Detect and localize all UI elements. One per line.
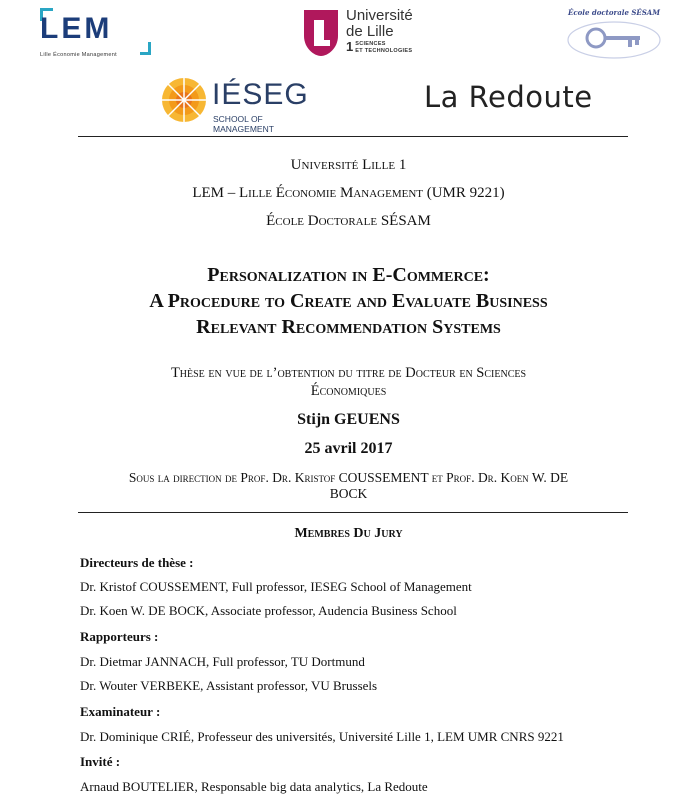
jury-member: Dr. Dietmar JANNACH, Full professor, TU Dortmund bbox=[80, 654, 365, 669]
lille-logo-line3a: SCIENCES bbox=[355, 41, 386, 47]
ecole-doctorale-sesam-logo bbox=[562, 4, 666, 58]
directors-label: Directeurs de thèse : bbox=[80, 555, 194, 570]
thesis-title-line2: A Procedure to Create and Evaluate Business bbox=[149, 290, 548, 312]
lille-logo-number: 1 bbox=[346, 39, 354, 54]
rapporteurs-label: Rapporteurs : bbox=[80, 629, 159, 644]
lem-logo bbox=[40, 8, 150, 58]
jury-member: Dr. Dominique CRIÉ, Professeur des universités, Université Lille 1, LEM UMR CNRS 9221 bbox=[80, 729, 564, 744]
jury-heading: Membres Du Jury bbox=[294, 526, 403, 541]
la-redoute-logo: La Redoute bbox=[424, 80, 593, 114]
thesis-purpose-line1: Thèse en vue de l’obtention du titre de Docteur en Sciences bbox=[170, 365, 527, 381]
universite-lille-logo bbox=[302, 8, 432, 60]
lille-logo-line3b: ET TECHNOLOGIES bbox=[355, 48, 413, 54]
doctoral-school-name: École Doctorale SÉSAM bbox=[266, 213, 431, 229]
ieseg-logo-subtitle: SCHOOL OF MANAGEMENT bbox=[213, 114, 274, 134]
defense-date: 25 avril 2017 bbox=[304, 440, 393, 457]
jury-member: Dr. Koen W. DE BOCK, Associate professor, Audencia Business School bbox=[80, 603, 457, 618]
lab-name: LEM – Lille Économie Management (UMR 9221) bbox=[192, 185, 505, 201]
lille-logo-line1: Université bbox=[346, 7, 413, 24]
jury-member: Dr. Kristof COUSSEMENT, Full professor, IESEG School of Management bbox=[80, 579, 472, 594]
jury-member: Arnaud BOUTELIER, Responsable big data analytics, La Redoute bbox=[80, 779, 428, 794]
thesis-title bbox=[0, 262, 697, 340]
thesis-title-line1: Personalization in E-Commerce: bbox=[207, 264, 490, 286]
jury-member: Dr. Wouter VERBEKE, Assistant professor, VU Brussels bbox=[80, 678, 378, 693]
lille-logo-line2: de Lille bbox=[346, 23, 394, 40]
supervision-line bbox=[0, 470, 697, 502]
ieseg-logo bbox=[160, 74, 320, 134]
thesis-title-line3: Relevant Recommendation Systems bbox=[196, 316, 501, 338]
thesis-purpose-line2: Économiques bbox=[310, 383, 387, 399]
thesis-purpose bbox=[0, 364, 697, 400]
lille-emblem-icon bbox=[302, 10, 340, 56]
supervision-line2: BOCK bbox=[329, 486, 368, 501]
ieseg-logo-name: IÉSEG bbox=[212, 78, 309, 111]
supervision-line1: Sous la direction de Prof. Dr. Kristof COUSSEMENT et Prof. Dr. Koen W. DE bbox=[128, 470, 569, 485]
top-divider bbox=[78, 136, 628, 137]
sun-icon bbox=[160, 76, 208, 124]
lem-bracket-bottom-right bbox=[140, 42, 151, 55]
invite-label: Invité : bbox=[80, 754, 121, 769]
examinateur-label: Examinateur : bbox=[80, 704, 161, 719]
lem-logo-letters: LEM bbox=[40, 12, 113, 45]
sesam-logo-text: École doctorale SÉSAM bbox=[568, 8, 660, 17]
author-name: Stijn GEUENS bbox=[297, 411, 400, 428]
key-icon bbox=[562, 16, 666, 60]
university-name: Université Lille 1 bbox=[290, 157, 407, 173]
lem-logo-subtitle: Lille Économie Management bbox=[40, 52, 117, 58]
jury-divider bbox=[78, 512, 628, 513]
